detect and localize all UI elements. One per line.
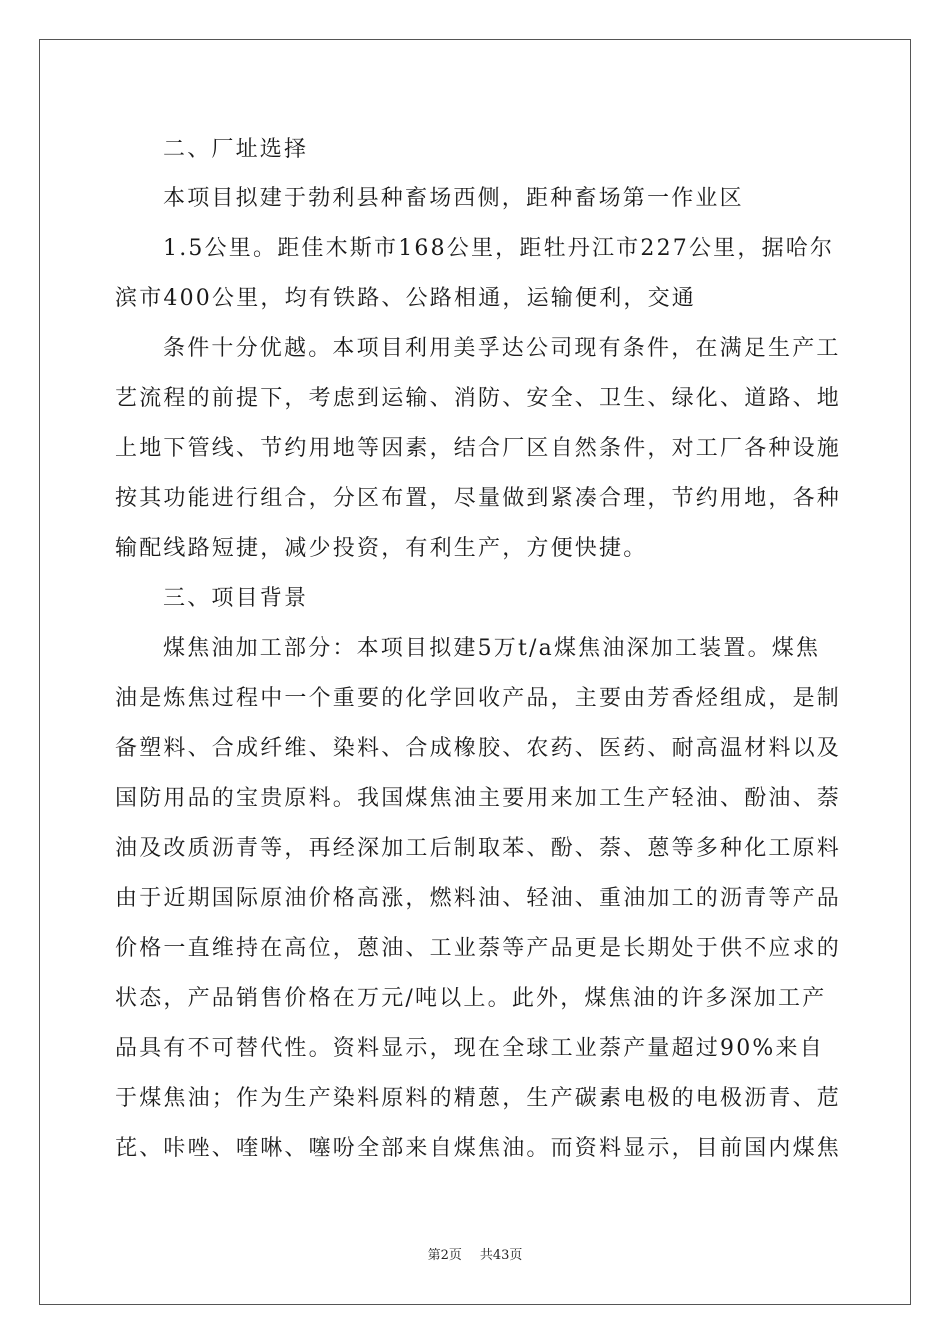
page-footer	[0, 1244, 950, 1263]
paragraph-line: 由于近期国际原油价格高涨，燃料油、轻油、重油加工的沥青等产品	[115, 886, 842, 911]
paragraph-line: 备塑料、合成纤维、染料、合成橡胶、农药、医药、耐高温材料以及	[115, 736, 842, 761]
paragraph-line: 1.5公里。距佳木斯市168公里，距牡丹江市227公里，据哈尔	[163, 236, 835, 261]
paragraph-line: 煤焦油加工部分：本项目拟建5万t/a煤焦油深加工装置。煤焦	[163, 636, 821, 661]
paragraph-line: 价格一直维持在高位，蒽油、工业萘等产品更是长期处于供不应求的	[115, 936, 842, 961]
paragraph-line: 于煤焦油；作为生产染料原料的精蒽，生产碳素电极的电极沥青、苊	[115, 1086, 842, 1111]
paragraph-line: 油是炼焦过程中一个重要的化学回收产品，主要由芳香烃组成，是制	[115, 686, 842, 711]
paragraph-line: 芘、咔唑、喹啉、噻吩全部来自煤焦油。而资料显示，目前国内煤焦	[115, 1136, 842, 1161]
section-heading-site-selection: 二、厂址选择	[163, 137, 309, 162]
paragraph-line: 上地下管线、节约用地等因素，结合厂区自然条件，对工厂各种设施	[115, 436, 842, 461]
paragraph-line: 品具有不可替代性。资料显示，现在全球工业萘产量超过90%来自	[115, 1036, 824, 1061]
total-pages: 共43页	[479, 1248, 523, 1263]
page-number: 第2页	[427, 1248, 462, 1263]
paragraph-line: 按其功能进行组合，分区布置，尽量做到紧凑合理，节约用地，各种	[115, 486, 842, 511]
paragraph-line: 艺流程的前提下，考虑到运输、消防、安全、卫生、绿化、道路、地	[115, 386, 842, 411]
page-border	[39, 39, 911, 1305]
paragraph-line: 油及改质沥青等，再经深加工后制取苯、酚、萘、蒽等多种化工原料	[115, 836, 842, 861]
paragraph-line: 国防用品的宝贵原料。我国煤焦油主要用来加工生产轻油、酚油、萘	[115, 786, 842, 811]
section-heading-project-background: 三、项目背景	[163, 586, 309, 611]
paragraph-line: 滨市400公里，均有铁路、公路相通，运输便利，交通	[115, 286, 696, 311]
paragraph-line: 状态，产品销售价格在万元/吨以上。此外，煤焦油的许多深加工产	[115, 986, 827, 1011]
paragraph-line: 条件十分优越。本项目利用美孚达公司现有条件，在满足生产工	[163, 336, 841, 361]
paragraph-line: 本项目拟建于勃利县种畜场西侧，距种畜场第一作业区	[163, 186, 744, 211]
paragraph-line: 输配线路短捷，减少投资，有利生产，方便快捷。	[115, 536, 648, 561]
